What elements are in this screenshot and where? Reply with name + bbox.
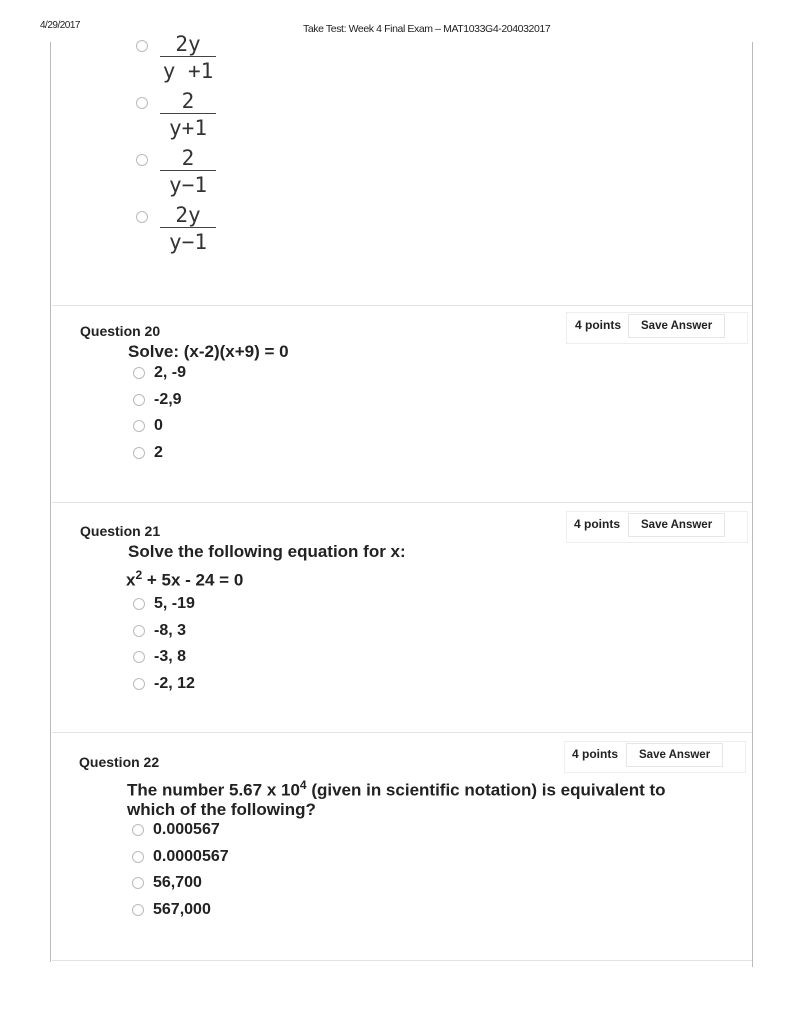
right-border [752, 42, 753, 967]
option-label: 567,000 [153, 901, 211, 918]
denominator: y+1 [169, 116, 207, 140]
option-q19-4 [160, 203, 216, 256]
radio-option[interactable] [132, 877, 144, 889]
option-label: 2 [154, 444, 163, 461]
save-answer-button[interactable]: Save Answer [628, 314, 725, 338]
option-q19-1 [160, 32, 216, 85]
question-prompt [127, 778, 666, 801]
radio-option[interactable] [133, 598, 145, 610]
prompt-text: The number 5.67 x 10 [127, 780, 300, 800]
divider [52, 732, 752, 733]
option-label: 0 [154, 417, 163, 434]
equation-exponent: 2 [135, 568, 143, 582]
points: 4 points [572, 747, 619, 761]
radio-option[interactable] [133, 651, 145, 663]
question-prompt: Solve: (x-2)(x+9) = 0 [128, 342, 289, 361]
option-label: -2,9 [154, 391, 182, 408]
option-q19-2 [160, 89, 216, 142]
denominator: y−1 [169, 173, 207, 197]
radio-q19-opt1[interactable] [136, 40, 148, 52]
print-date: 4/29/2017 [40, 20, 80, 31]
page-title: Take Test: Week 4 Final Exam – MAT1033G4-204032017 [303, 23, 551, 35]
option-label: -3, 8 [154, 648, 187, 665]
question-prompt-line2: which of the following? [127, 800, 316, 819]
option-label: 2, -9 [154, 364, 187, 381]
divider [52, 960, 752, 961]
question-prompt: Solve the following equation for x: [128, 542, 406, 561]
option-label: 0.000567 [153, 821, 220, 838]
question-label: Question 20 [80, 323, 161, 339]
radio-option[interactable] [133, 625, 145, 637]
option-label: -2, 12 [154, 675, 195, 692]
numerator: 2 [160, 89, 216, 114]
prompt-exponent: 4 [299, 778, 307, 792]
option-q19-3 [160, 146, 216, 199]
numerator: 2y [160, 32, 216, 57]
radio-q19-opt4[interactable] [136, 211, 148, 223]
question-label: Question 21 [80, 523, 161, 539]
denominator: y +1 [162, 59, 214, 83]
radio-option[interactable] [133, 367, 145, 379]
radio-q19-opt3[interactable] [136, 154, 148, 166]
left-border [50, 42, 51, 962]
radio-option[interactable] [133, 678, 145, 690]
radio-option[interactable] [133, 394, 145, 406]
option-label: 5, -19 [154, 595, 195, 612]
option-label: 0.0000567 [153, 848, 229, 865]
option-label: -8, 3 [154, 622, 187, 639]
radio-option[interactable] [132, 824, 144, 836]
equation-base: x [126, 570, 136, 590]
save-answer-button[interactable]: Save Answer [628, 513, 725, 537]
save-answer-button[interactable]: Save Answer [626, 743, 723, 767]
points: 4 points [575, 318, 622, 332]
question-equation [126, 568, 243, 591]
prompt-text: (given in scientific notation) is equivalent to [306, 780, 666, 800]
numerator: 2y [160, 203, 216, 228]
radio-option[interactable] [133, 447, 145, 459]
radio-option[interactable] [133, 420, 145, 432]
radio-option[interactable] [132, 851, 144, 863]
option-label: 56,700 [153, 874, 202, 891]
divider [52, 502, 752, 503]
divider [52, 305, 752, 306]
points: 4 points [574, 517, 621, 531]
denominator: y−1 [169, 230, 207, 254]
radio-q19-opt2[interactable] [136, 97, 148, 109]
numerator: 2 [160, 146, 216, 171]
question-label: Question 22 [79, 754, 160, 770]
equation-rest: + 5x - 24 = 0 [142, 570, 244, 590]
radio-option[interactable] [132, 904, 144, 916]
